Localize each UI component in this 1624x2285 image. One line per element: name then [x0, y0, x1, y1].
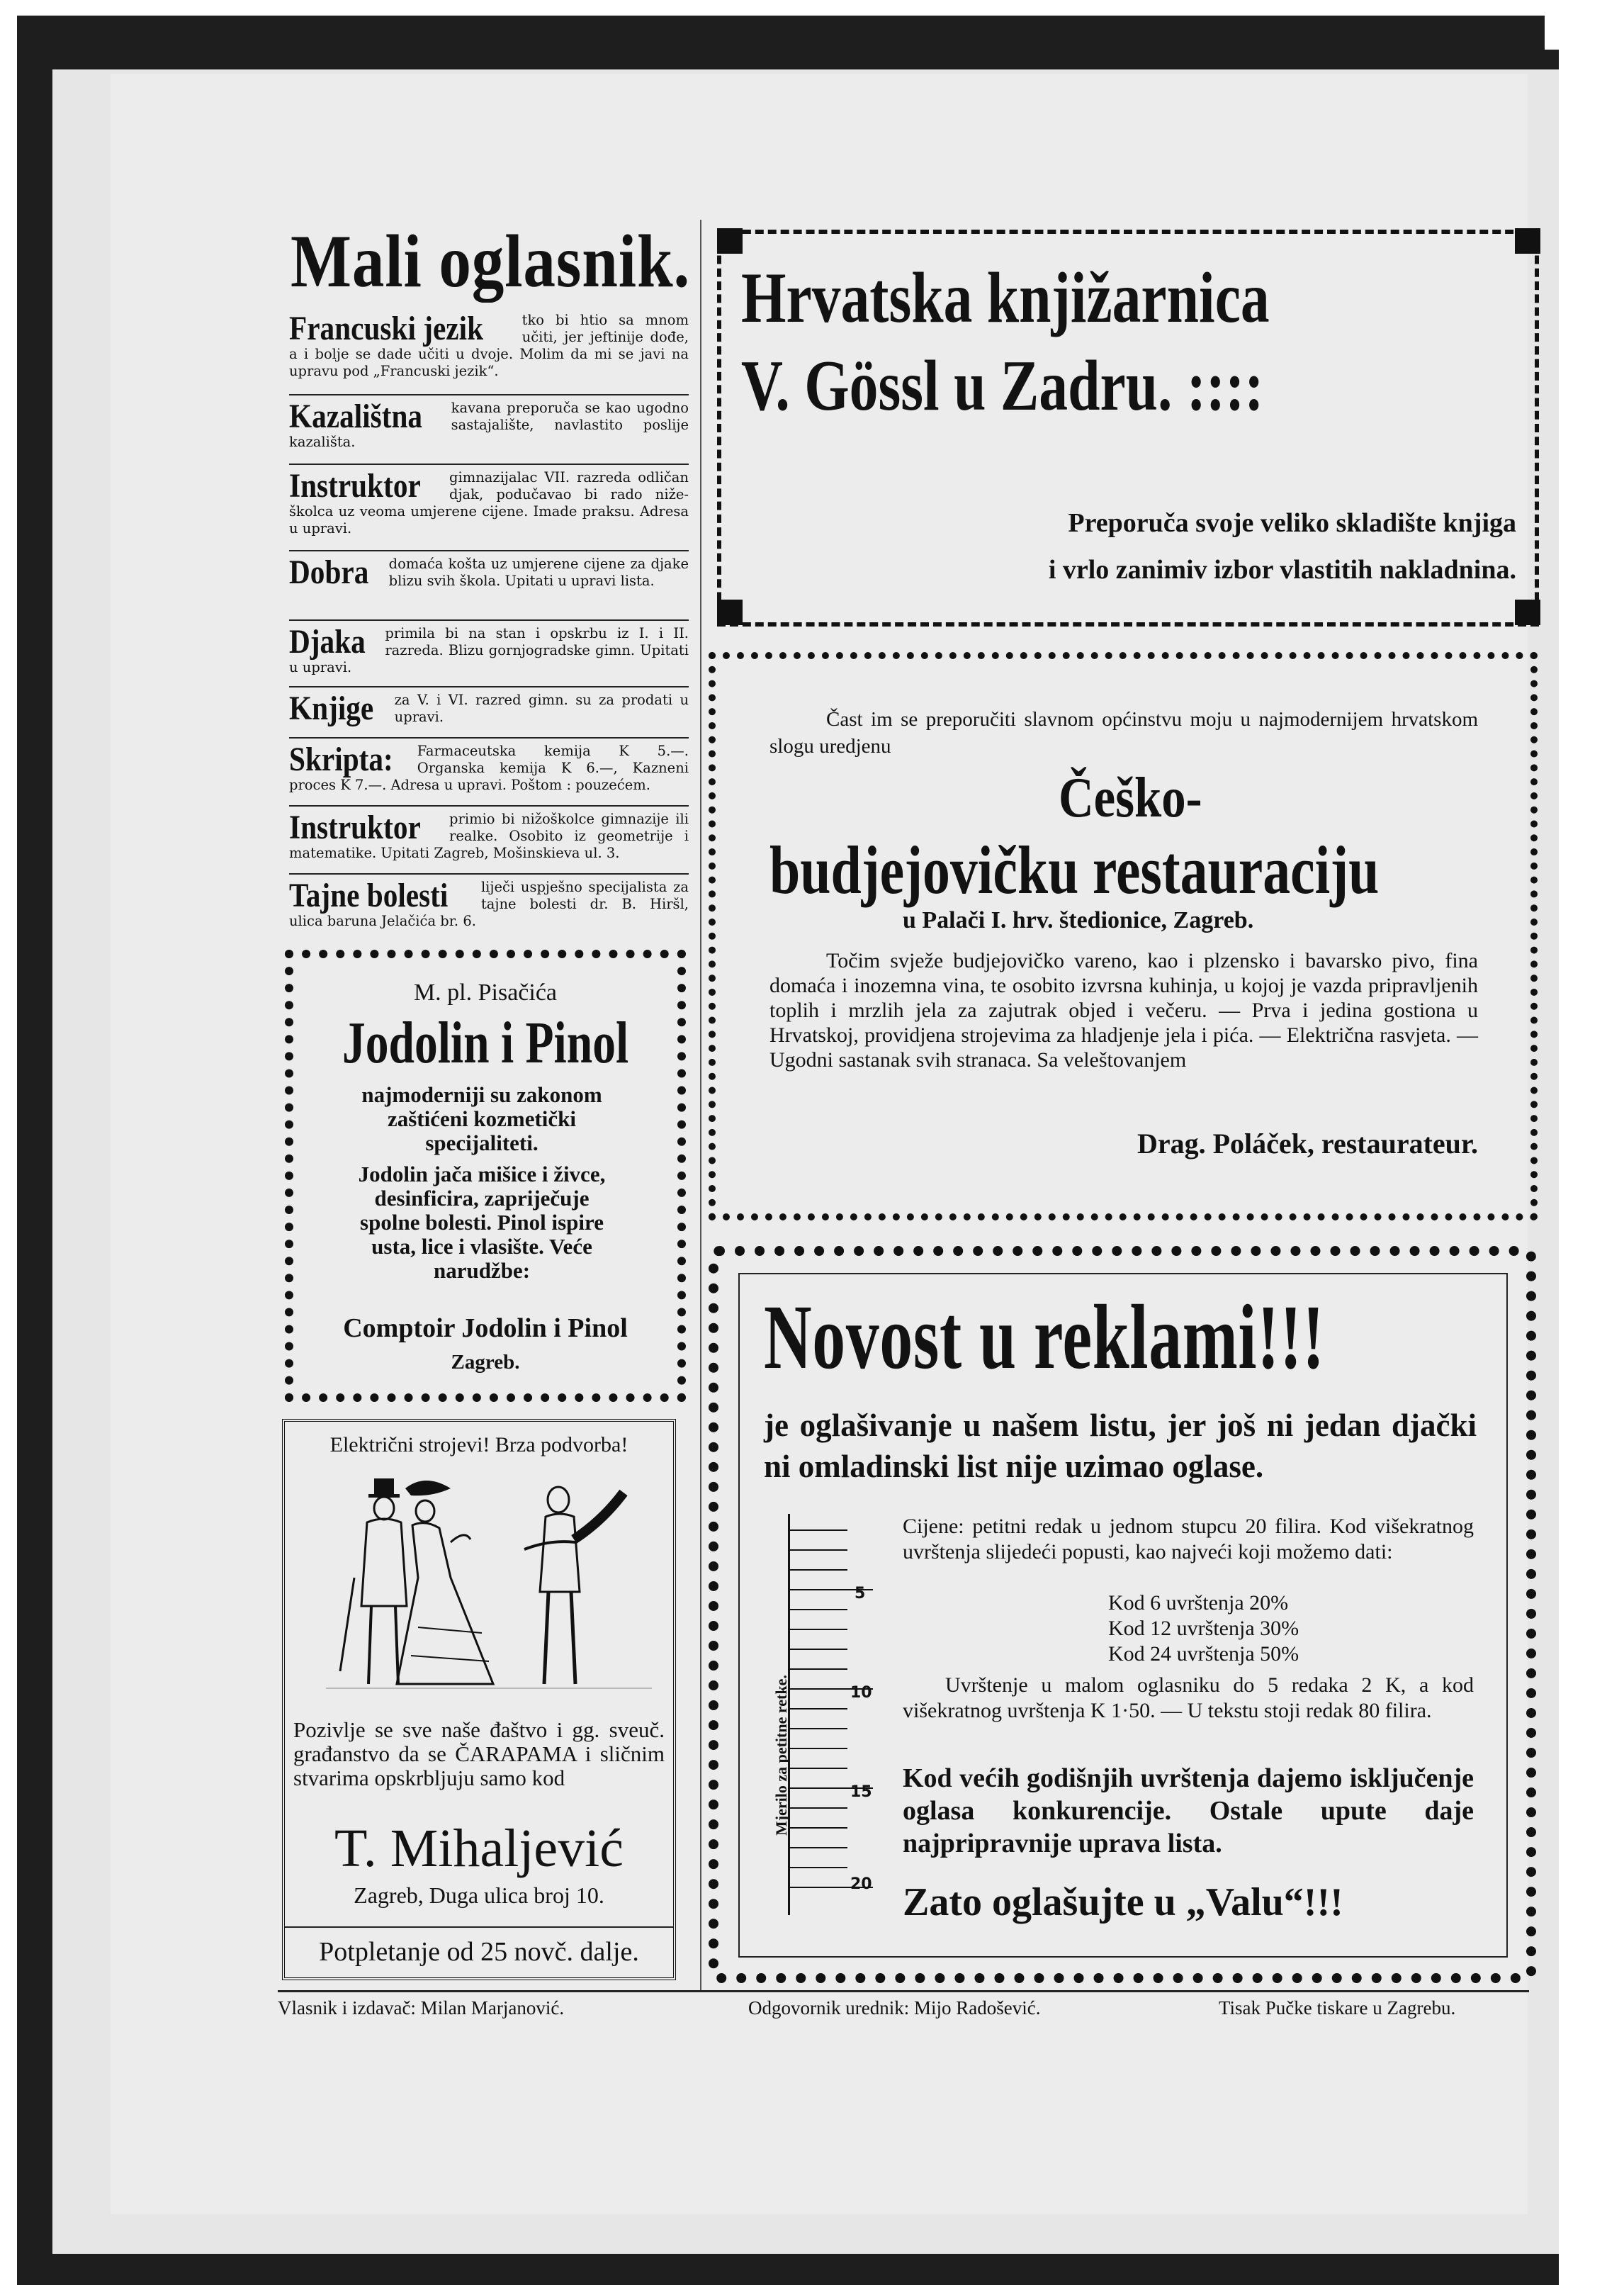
classified-keyword: Knjige — [289, 690, 374, 727]
divider — [289, 394, 689, 395]
classified-keyword: Dobra — [289, 554, 369, 591]
discount-value: 30% — [1260, 1617, 1299, 1640]
mihaljevic-address: Zagreb, Duga ulica broj 10. — [354, 1882, 604, 1908]
classified-entry — [289, 625, 689, 676]
ruler-tick — [788, 1708, 847, 1709]
mali-oglasnik-title: Mali oglasnik. — [291, 220, 691, 303]
frame-corner — [717, 600, 743, 625]
classified-keyword: Francuski jezik — [289, 310, 484, 347]
mihaljevic-header: Električni strojevi! Brza podvorba! — [329, 1433, 628, 1456]
restauracija-intro: Čast im se preporučiti slavnom općinstvu moju u najmodernijem hrvatskom slogu uredjenu — [769, 708, 1478, 758]
footer-rule — [278, 1990, 1529, 1992]
scan-margin — [0, 0, 17, 2285]
classified-entry — [289, 400, 689, 451]
column-rule — [700, 220, 701, 1992]
ruler-tick — [788, 1728, 847, 1729]
classified-entry — [289, 469, 689, 537]
ruler-tick — [788, 1768, 847, 1769]
classified-entry — [289, 743, 689, 794]
ruler-tick — [788, 1649, 847, 1650]
novost-title: Novost u reklami!!! — [764, 1286, 1325, 1388]
divider — [289, 550, 689, 551]
ruler-tick — [788, 1748, 847, 1749]
jodolin-title: Jodolin i Pinol — [342, 1010, 629, 1076]
ruler-tick — [788, 1629, 847, 1630]
frame-corner — [1515, 600, 1540, 625]
knjizarnica-title: Hrvatska knjižarnica — [741, 258, 1270, 338]
jodolin-text: Jodolin jača mišice i živce, desinficira, zapriječuje spolne bolesti. Pinol ispire usta, lice i vlasište. Veće narudžbe: — [358, 1162, 606, 1283]
discount-row — [1108, 1616, 1299, 1641]
novost-slogan: Zato oglašujte u „Valu“!!! — [903, 1880, 1343, 1924]
novost-small-ads: Uvrštenje u malom oglasniku do 5 redaka 2 K, a kod višekratnog uvrštenja K 1·50. — U tekstu stoji redak 80 filira. — [903, 1673, 1474, 1722]
knjizarnica-text: Preporuča svoje veliko skladište knjiga — [1068, 508, 1516, 538]
jodolin-maker: M. pl. Pisačića — [413, 979, 558, 1006]
divider — [289, 737, 689, 739]
ruler-mark: 5 — [855, 1585, 866, 1602]
classified-keyword: Djaka — [289, 623, 366, 661]
divider — [289, 686, 689, 687]
classified-text: kavana preporuča se kao ugodno sastajalište, navlastito poslije kazališta. — [289, 400, 689, 450]
ruler-tick — [788, 1847, 847, 1848]
footer-printer: Tisak Pučke tiskare u Zagrebu. — [1219, 1997, 1456, 2019]
jodolin-company: Comptoir Jodolin i Pinol — [343, 1313, 628, 1343]
classified-keyword: Instruktor — [289, 809, 421, 846]
classified-entry — [289, 811, 689, 862]
divider — [289, 805, 689, 807]
knjizarnica-subtitle: V. Gössl u Zadru. :::: — [741, 346, 1264, 426]
ruler-label: Mjerilo za petitne retke. — [772, 1675, 790, 1836]
ruler-tick — [788, 1529, 847, 1531]
divider — [289, 464, 689, 465]
divider — [285, 1926, 673, 1928]
classified-text: Farmaceutska kemija K 5.—. Organska kemija K 6.—, Kazneni proces K 7.—. Adresa u upravi. Poštom : pouzećem. — [289, 743, 689, 793]
knjizarnica-text: i vrlo zanimiv izbor vlastitih nakladnina. — [1048, 555, 1516, 585]
restauracija-title: Češko- — [1059, 767, 1202, 829]
scan-margin — [1545, 0, 1624, 50]
classified-text: tko bi htio sa mnom učiti, jer jeftinije dođe, a i bolje se dade učiti u dvoje. Molim da mi se javi na upravu pod „Francuski jezik“. — [289, 312, 689, 379]
classified-entry — [289, 692, 689, 726]
mihaljevic-footer: Potpletanje od 25 novč. dalje. — [319, 1937, 639, 1967]
novost-yearly: Kod većih godišnjih uvrštenja dajemo isključenje oglasa konkurencije. Ostale upute daje najpripravnije uprava lista. — [903, 1763, 1474, 1858]
discount-value: 50% — [1260, 1642, 1299, 1666]
jodolin-text: najmoderniji su zakonom zaštićeni kozmetički specijaliteti. — [361, 1082, 602, 1155]
discount-label: Kod 24 uvrštenja — [1108, 1642, 1255, 1666]
jodolin-city: Zagreb. — [451, 1351, 520, 1374]
ruler-mark: 10 — [850, 1684, 872, 1702]
classified-text: liječi uspješno specijalista za tajne bolesti dr. B. Hiršl, ulica baruna Jelačića br. 6. — [289, 879, 689, 929]
discount-label: Kod 12 uvrštenja — [1108, 1617, 1255, 1640]
classified-entry — [289, 556, 689, 590]
discount-label: Kod 6 uvrštenja — [1108, 1591, 1244, 1615]
restauracija-location: u Palači I. hrv. štedionice, Zagreb. — [903, 907, 1254, 933]
frame-corner — [717, 228, 743, 254]
classified-keyword: Tajne bolesti — [289, 877, 449, 914]
classified-keyword: Instruktor — [289, 467, 421, 505]
ruler-tick — [788, 1807, 847, 1809]
scan-margin — [1559, 0, 1624, 2285]
frame-corner — [1515, 228, 1540, 254]
restauracija-body: Točim svježe budjejovičko vareno, kao i plzensko i bavarsko pivo, fina domaća i inozemna vina, te osobito izvrsna kuhinja, u kojoj je vazda pripravljenih toplih i mrzlih jela za zajutrak objed i večeru. — Prva i jedina gostiona u Hrvatskoj, providjena strojevima za hladjenje jela i pića. — Električna rasvjeta. — Ugodni sastanak svih stranaca. Sa veleštovanjem — [769, 949, 1478, 1072]
discount-row — [1108, 1590, 1288, 1616]
restauracija-title: budjejovičku restauraciju — [769, 832, 1380, 908]
jodolin-title-wrap — [285, 1010, 686, 1076]
restauracija-signature: Drag. Poláček, restaurateur. — [1137, 1128, 1478, 1160]
ruler-tick — [788, 1609, 847, 1610]
classified-keyword: Kazalištna — [289, 398, 423, 435]
novost-subtitle: je oglašivanje u našem listu, jer još ni jedan djački ni omladinski list nije uzimao oglase. — [764, 1408, 1477, 1484]
ruler-tick — [788, 1867, 847, 1868]
footer-editor: Odgovornik urednik: Mijo Radošević. — [748, 1997, 1041, 2019]
ruler-tick — [788, 1827, 847, 1829]
classified-entry — [289, 879, 689, 930]
classified-entry — [289, 312, 689, 380]
classified-text: domaća košta uz umjerene cijene za djake blizu svih škola. Upitati u upravi lista. — [388, 556, 689, 589]
classified-text: gimnazijalac VII. razreda odličan djak, podučavao bi rado niže-školca uz veoma umjerene cijene. Imade praksu. Adresa u upravi. — [289, 469, 689, 537]
mihaljevic-text: Pozivlje se sve naše đaštvo i gg. sveuč. građanstvo da se ČARAPAMA i sličnim stvarima opskrbljuju samo kod — [293, 1717, 665, 1790]
divider — [289, 619, 689, 621]
discount-row — [1108, 1641, 1299, 1667]
ruler-tick — [788, 1668, 847, 1670]
novost-prices: Cijene: petitni redak u jednom stupcu 20 filira. Kod višekratnog uvrštenja slijedeći popusti, kao najveći koji možemo dati: — [903, 1515, 1474, 1563]
mihaljevic-name: T. Mihaljević — [334, 1819, 624, 1878]
classified-keyword: Skripta: — [289, 741, 393, 778]
gentleman-illustration — [312, 1471, 666, 1709]
divider — [289, 873, 689, 875]
ruler-mark: 15 — [850, 1783, 872, 1801]
classified-text: primio bi nižoškolce gimnazije ili realke. Osobito iz geometrije i matematike. Upitati Zagreb, Mošinskieva ul. 3. — [289, 811, 689, 861]
ruler-tick — [788, 1549, 847, 1551]
scan-margin — [0, 0, 1624, 16]
classified-text: primila bi na stan i opskrbu iz I. i II. razreda. Blizu gornjogradske gimn. Upitati u upravi. — [289, 625, 689, 675]
ruler-mark: 20 — [850, 1875, 872, 1893]
ruler-tick — [788, 1569, 847, 1571]
classified-text: za V. i VI. razred gimn. su za prodati u upravi. — [394, 692, 689, 725]
footer-owner: Vlasnik i izdavač: Milan Marjanović. — [278, 1997, 565, 2019]
discount-value: 20% — [1249, 1591, 1289, 1615]
